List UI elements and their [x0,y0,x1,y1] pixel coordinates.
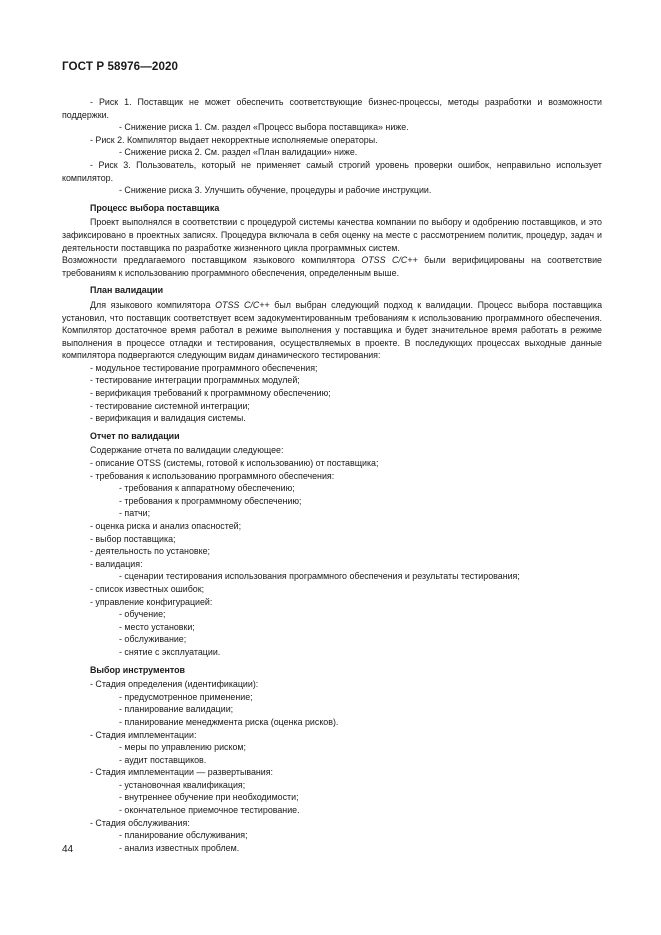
plan-text-a: Для языкового компилятора [90,299,216,310]
tools-subitem: - установочная квалификация; [119,779,246,790]
report-subitem: - обучение; [119,609,166,620]
report-item: - управление конфигурацией: [90,596,213,607]
tools-stage: - Стадия обслуживания: [90,817,190,828]
supplier-paragraph-2 [62,254,602,279]
risk-1-mitigation: - Снижение риска 1. См. раздел «Процесс выбора поставщика» ниже. [119,122,409,133]
report-subitem: - требования к программному обеспечению; [119,495,302,506]
test-item: - верификация требований к программному обеспечению; [90,388,331,399]
test-item: - тестирование интеграции программных модулей; [90,375,300,386]
tools-stage: - Стадия имплементации: [90,729,197,740]
tools-subitem: - планирование обслуживания; [119,830,248,841]
tools-stage: - Стадия определения (идентификации): [90,679,259,690]
test-item: - тестирование системной интеграции; [90,400,250,411]
report-subitem: - требования к аппаратному обеспечению; [119,483,295,494]
plan-text-b: был выбран следующий подход к валидации. Процесс выбора поставщика установил, что поставщик соответствует всем задокументированным требованиям к использованию программного обеспечения. Компилятор достаточное время работал в режиме выполнения у поставщика и будет значительное время работать в режиме выполнения в процессе отладки и тестирования, осуществляемых в проекте. В последующих процессах выходные данные компилятора подвергаются следующим видам динамического тестирования: [62,299,603,361]
report-subitem: - патчи; [119,508,151,519]
report-intro: Содержание отчета по валидации следующее: [90,445,284,456]
validation-plan-paragraph [62,299,602,362]
page-body [62,96,602,854]
validation-plan-heading: План валидации [90,285,164,296]
report-item: - валидация: [90,558,143,569]
risk-2: - Риск 2. Компилятор выдает некорректные исполняемые операторы. [90,134,378,145]
tools-subitem: - анализ известных проблем. [119,842,240,853]
report-subitem: - сценарии тестирования использования программного обеспечения и результаты тестирования; [119,571,520,582]
test-item: - модульное тестирование программного обеспечения; [90,362,318,373]
tools-subitem: - аудит поставщиков. [119,754,207,765]
report-item: - список известных ошибок; [90,583,205,594]
report-item: - требования к использованию программного обеспечения: [90,470,335,481]
risk-2-mitigation: - Снижение риска 2. См. раздел «План валидации» ниже. [119,147,358,158]
report-subitem: - место установки; [119,621,195,632]
report-subitem: - снятие с эксплуатации. [119,646,221,657]
tools-stage: - Стадия имплементации — развертывания: [90,767,274,778]
supplier-p2-text-b: были верифицированы на соответствие требованиям к использованию программного обеспечения, определенным выше. [62,255,602,278]
page-number: 44 [62,844,74,855]
tools-subitem: - внутреннее обучение при необходимости; [119,792,299,803]
plan-compiler-name: OTSS С/С++ [215,299,270,310]
tools-subitem: - предусмотренное применение; [119,691,253,702]
report-item: - выбор поставщика; [90,533,176,544]
supplier-paragraph-1: Проект выполнялся в соответствии с процедурой системы качества компании по выбору и одобрению поставщиков, и это зафиксировано в проектных записях. Процедура включала в себя оценку на месте с рассмотрением политик, процедур, задач и деятельности поставщика по разработке жизненного цикла программных систем. [62,217,602,253]
supplier-p2-text-a: Возможности предлагаемого поставщиком языкового компилятора [62,255,362,266]
tools-subitem: - планирование менеджмента риска (оценка рисков). [119,716,339,727]
report-item: - оценка риска и анализ опасностей; [90,521,242,531]
report-item: - описание OTSS (системы, готовой к использованию) от поставщика; [90,458,379,469]
report-item: - деятельность по установке; [90,546,210,557]
validation-report-heading: Отчет по валидации [90,430,180,441]
risk-1: - Риск 1. Поставщик не может обеспечить соответствующие бизнес-процессы, методы разработки и возможности поддержки. [62,97,602,120]
tools-subitem: - планирование валидации; [119,704,234,715]
tools-heading: Выбор инструментов [90,664,185,675]
supplier-p2-compiler-name: OTSS С/С++ [361,255,418,266]
test-item: - верификация и валидация системы. [90,413,246,424]
report-subitem: - обслуживание; [119,634,187,645]
risk-3: - Риск 3. Пользователь, который не применяет самый строгий уровень проверки ошибок, неправильно использует компилятор. [62,159,602,183]
tools-subitem: - меры по управлению риском; [119,742,246,753]
supplier-heading: Процесс выбора поставщика [90,202,220,213]
risk-3-mitigation: - Снижение риска 3. Улучшить обучение, процедуры и рабочие инструкции. [119,185,432,196]
running-header: ГОСТ Р 58976—2020 [62,60,179,73]
tools-subitem: - окончательное приемочное тестирование. [119,805,300,816]
